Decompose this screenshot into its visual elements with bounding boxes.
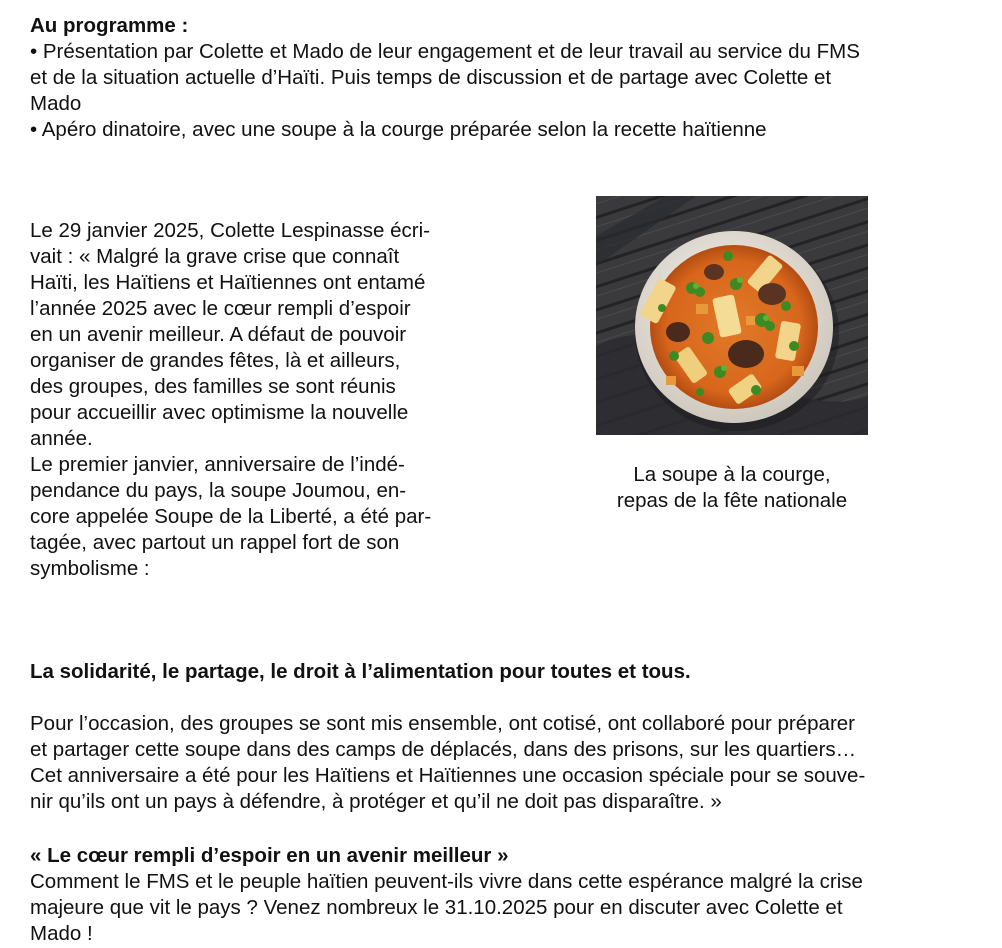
solidarity-heading-text: La solidarité, le partage, le droit à l’alimentation pour toutes et tous. (30, 660, 691, 683)
programme-line: et de la situation actuelle d’Haïti. Puis temps de discussion et de partage avec Colette et (30, 66, 832, 89)
hope-heading: « Le cœur rempli d’espoir en un avenir meilleur » (30, 844, 509, 867)
programme-line: • Présentation par Colette et Mado de leur engagement et de leur travail au service du FMS (30, 40, 860, 63)
image-caption (576, 462, 888, 514)
letter-line: organiser de grandes fêtes, là et ailleurs, (30, 349, 401, 372)
letter-line: Le premier janvier, anniversaire de l’indé- (30, 453, 405, 476)
occasion-line: Pour l’occasion, des groupes se sont mis ensemble, ont cotisé, ont collaboré pour préparer (30, 712, 856, 735)
caption-line: La soupe à la courge, (633, 463, 831, 486)
hope-line: Comment le FMS et le peuple haïtien peuvent-ils vivre dans cette espérance malgré la crise (30, 870, 863, 893)
letter-line: Le 29 janvier 2025, Colette Lespinasse écri- (30, 219, 430, 242)
hope-line: Mado ! (30, 922, 93, 945)
solidarity-heading (30, 659, 691, 685)
programme-section (30, 13, 980, 143)
hope-line: majeure que vit le pays ? Venez nombreux le 31.10.2025 pour en discuter avec Colette et (30, 896, 843, 919)
letter-line: tagée, avec partout un rappel fort de son (30, 531, 400, 554)
letter-line: des groupes, des familles se sont réunis (30, 375, 396, 398)
letter-line: vait : « Malgré la grave crise que connaît (30, 245, 400, 268)
soup-photo (596, 196, 868, 435)
letter-line: en un avenir meilleur. A défaut de pouvoir (30, 323, 407, 346)
letter-line: Haïti, les Haïtiens et Haïtiennes ont entamé (30, 271, 426, 294)
letter-line: pendance du pays, la soupe Joumou, en- (30, 479, 407, 502)
programme-line: • Apéro dinatoire, avec une soupe à la courge préparée selon la recette haïtienne (30, 118, 767, 141)
letter-line: année. (30, 427, 93, 450)
occasion-paragraph (30, 711, 980, 815)
hope-section (30, 843, 980, 947)
programme-line: Mado (30, 92, 82, 115)
programme-heading: Au programme : (30, 14, 189, 37)
letter-quote (30, 218, 500, 582)
occasion-line: et partager cette soupe dans des camps de déplacés, dans des prisons, sur les quartiers… (30, 738, 857, 761)
occasion-line: nir qu’ils ont un pays à défendre, à protéger et qu’il ne doit pas disparaître. » (30, 790, 722, 813)
occasion-line: Cet anniversaire a été pour les Haïtiens et Haïtiennes une occasion spéciale pour se souve- (30, 764, 866, 787)
letter-line: core appelée Soupe de la Liberté, a été par- (30, 505, 432, 528)
letter-line: l’année 2025 avec le cœur rempli d’espoir (30, 297, 411, 320)
soup-figure (596, 196, 868, 512)
soup-bowl-illustration (596, 196, 868, 435)
caption-line: repas de la fête nationale (616, 489, 848, 512)
letter-line: pour accueillir avec optimisme la nouvelle (30, 401, 409, 424)
letter-line: symbolisme : (30, 557, 150, 580)
